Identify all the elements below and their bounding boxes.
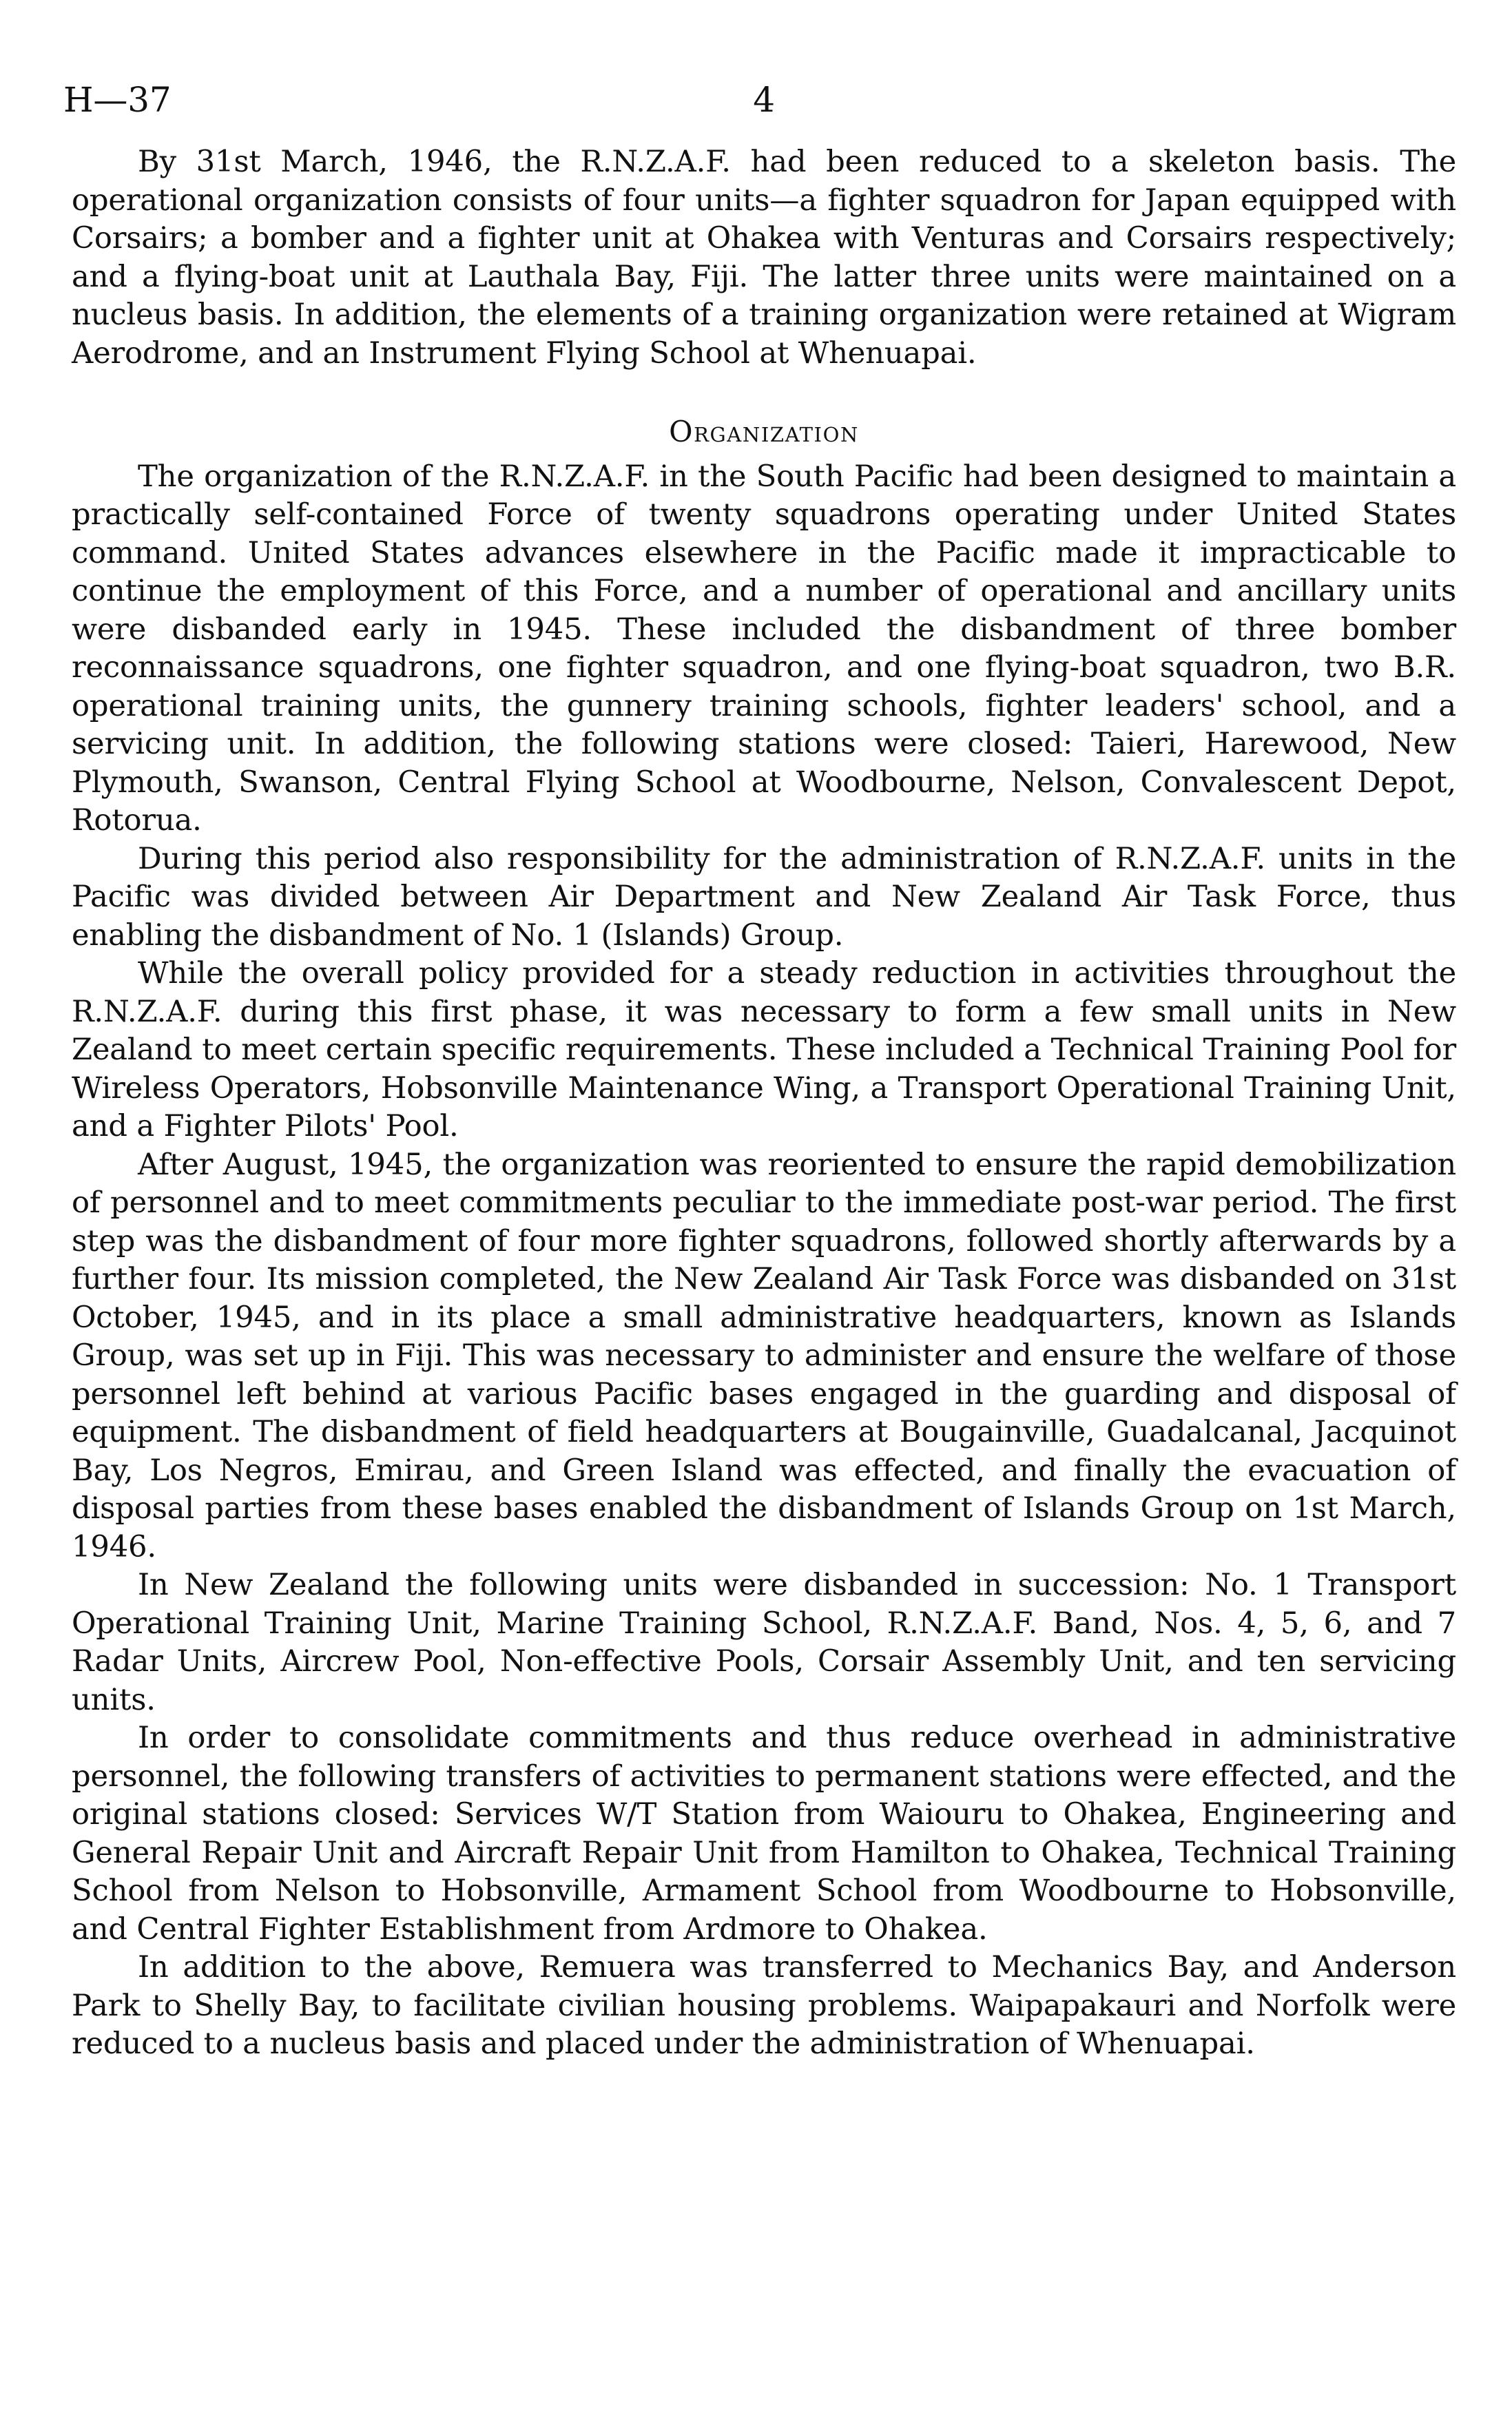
document-page (63, 80, 1456, 2064)
section-heading: Organization (669, 415, 859, 448)
paragraph: In order to consolidate commitments and thus reduce overhead in administrative personnel, the following transfers of activities to permanent stations were effected, and the original stations closed: Services W/T Station from Waiouru to Ohakea, Engineering and General Repair Unit and Aircraft Repair Unit from Hamilton to Ohakea, Technical Training School from Nelson to Hobsonville, Armament School from Woodbourne to Hobsonville, and Central Fighter Establishment from Ardmore to Ohakea. (72, 1721, 1456, 1947)
paragraph: After August, 1945, the organization was reoriented to ensure the rapid demobilization of personnel and to meet commitments peculiar to the immediate post-war period. The first step was the disbandment of four more fighter squadrons, followed shortly afterwards by a further four. Its mission completed, the New Zealand Air Task Force was disbanded on 31st October, 1945, and in its place a small administrative headquarters, known as Islands Group, was set up in Fiji. This was necessary to administer and ensure the welfare of those personnel left behind at various Pacific bases engaged in the guarding and disposal of equipment. The disbandment of field headquarters at Bougainville, Guadalcanal, Jacquinot Bay, Los Negros, Emirau, and Green Island was effected, and finally the evacuation of disposal parties from these bases enabled the disbandment of Islands Group on 1st March, 1946. (72, 1147, 1456, 1564)
paragraph: During this period also responsibility for the administration of R.N.Z.A.F. units in the Pacific was divided between Air Department and New Zealand Air Task Force, thus enabling the disbandment of No. 1 (Islands) Group. (72, 841, 1456, 953)
running-header (63, 80, 1456, 129)
page-number: 4 (753, 80, 775, 120)
paragraph: While the overall policy provided for a steady reduction in activities throughout the R.N.Z.A.F. during this first phase, it was necessary to form a few small units in New Zealand to meet certain specific requirements. These included a Technical Training Pool for Wireless Operators, Hobsonville Maintenance Wing, a Transport Operational Training Unit, and a Fighter Pilots' Pool. (72, 956, 1456, 1143)
paragraph: In addition to the above, Remuera was transferred to Mechanics Bay, and Anderson Park to Shelly Bay, to facilitate civilian housing problems. Waipapakauri and Norfolk were reduced to a nucleus basis and placed under the administration of Whenuapai. (72, 1950, 1456, 2061)
intro-paragraph: By 31st March, 1946, the R.N.Z.A.F. had been reduced to a skeleton basis. The operational organization consists of four units—a fighter squadron for Japan equipped with Corsairs; a bomber and a fighter unit at Ohakea with Venturas and Corsairs respectively; and a flying-boat unit at Lauthala Bay, Fiji. The latter three units were maintained on a nucleus basis. In addition, the elements of a training organization were retained at Wigram Aerodrome, and an Instrument Flying School at Whenuapai. (72, 145, 1456, 371)
report-code: H—37 (63, 80, 172, 120)
paragraph: The organization of the R.N.Z.A.F. in the South Pacific had been designed to maintain a practically self-contained Force of twenty squadrons operating under United States command. United States advances elsewhere in the Pacific made it impracticable to continue the employment of this Force, and a number of operational and ancillary units were disbanded early in 1945. These included the disbandment of three bomber reconnaissance squadrons, one fighter squadron, and one flying-boat squadron, two B.R. operational training units, the gunnery training schools, fighter leaders' school, and a servicing unit. In addition, the following stations were closed: Taieri, Harewood, New Plymouth, Swanson, Central Flying School at Woodbourne, Nelson, Convalescent Depot, Rotorua. (72, 459, 1456, 838)
paragraph: In New Zealand the following units were disbanded in succession: No. 1 Transport Operational Training Unit, Marine Training School, R.N.Z.A.F. Band, Nos. 4, 5, 6, and 7 Radar Units, Aircrew Pool, Non-effective Pools, Corsair Assembly Unit, and ten servicing units. (72, 1568, 1456, 1717)
